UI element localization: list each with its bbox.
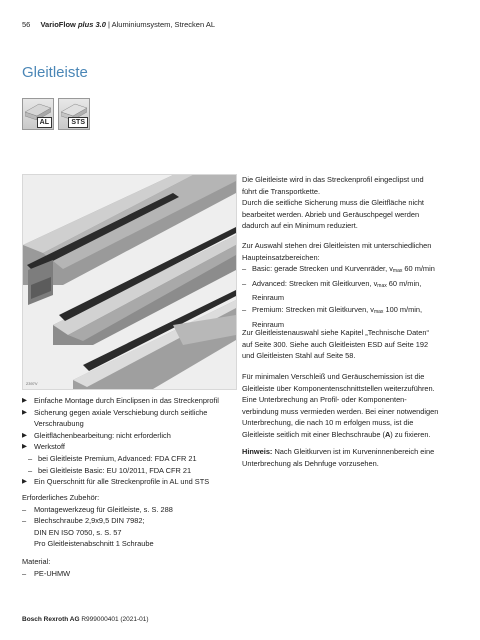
product-photo (22, 174, 237, 390)
page-header (22, 20, 215, 29)
photo-code: 2397V (26, 381, 38, 386)
feature-item-cont: Verschraubung (34, 419, 84, 429)
system-badges (22, 98, 90, 130)
feature-subitem: – bei Gleitleiste Premium, Advanced: FDA CFR 21 (28, 453, 197, 463)
reference-line: auf Seite 300. Siehe auch Gleitleisten ESD auf Seite 192 (242, 339, 429, 349)
intro-line: dadurch auf ein Minimum reduziert. (242, 221, 358, 231)
badge-sts (58, 98, 90, 130)
option-advanced-cont: Reinraum (252, 293, 285, 303)
badge-al (22, 98, 54, 130)
footer-company: Bosch Rexroth AG (22, 616, 80, 623)
feature-subitem: – bei Gleitleiste Basic: EU 10/2011, FDA CFR 21 (28, 465, 192, 475)
header-section: Aluminiumsystem, Strecken AL (111, 20, 215, 29)
option-premium-cont: Reinraum (252, 319, 285, 329)
reference-line: und Gleitleisten Stahl auf Seite 58. (242, 351, 356, 361)
material (22, 556, 237, 579)
choice-line: Zur Auswahl stehen drei Gleitleisten mit unterschiedlichen (242, 241, 432, 250)
accessories-title: Erforderliches Zubehör: (22, 493, 100, 502)
accessories (22, 492, 237, 550)
wear-line: Gleitleiste über Komponentenschnittstellen weiterzuführen. (242, 383, 435, 393)
option-premium: – Premium: Strecken mit Gleitkurven, $v_{max}$ 100 m/min, (242, 304, 423, 315)
wear-line-last: Gleitleiste seitlich mit einer Blechschraube (A) zu fixieren. (242, 429, 431, 439)
accessory-item-cont: Pro Gleitleistenabschnitt 1 Schraube (34, 539, 154, 549)
wear-notes (242, 371, 462, 441)
wear-line: verbindung muss vermieden werden. Bei einer notwendigen (242, 406, 439, 416)
product-suffix: plus 3.0 (77, 20, 106, 29)
hint-line: Unterbrechung als Dehnfuge vorzusehen. (242, 458, 379, 468)
wear-line: Eine Unterbrechung an Profil- oder Komponenten- (242, 395, 407, 405)
footer-doc: R999000401 (2021-01) (79, 616, 149, 623)
option-basic: – Basic: gerade Strecken und Kurvenräder, $v_{max}$ 60 m/min (242, 264, 435, 275)
wear-line: Für minimalen Verschleiß und Geräuschemission ist die (242, 372, 425, 381)
hint-label: Hinweis: (242, 447, 273, 456)
wear-line: Unterbrechung, die nach 10 m erfolgen muss, ist die (242, 418, 414, 428)
badge-al-label: AL (37, 117, 52, 128)
intro-line: führt die Transportkette. (242, 186, 321, 196)
feature-item: ▶ Ein Querschnitt für alle Streckenprofile in AL und STS (22, 477, 210, 487)
reference-line: Zur Gleitleistenauswahl siehe Kapitel „Technische Daten“ (242, 328, 429, 337)
hint-note (242, 446, 462, 469)
feature-item: ▶ Sicherung gegen axiale Verschiebung durch seitliche (22, 407, 208, 417)
accessory-item: – Blechschraube 2,9x9,5 DIN 7982; (22, 516, 145, 526)
material-title: Material: (22, 557, 51, 566)
accessory-item: – Montagewerkzeug für Gleitleiste, s. S. 288 (22, 504, 173, 514)
intro-line: Die Gleitleiste wird in das Streckenprofil eingeclipst und (242, 175, 424, 184)
feature-list (22, 395, 237, 488)
description-intro (242, 174, 462, 232)
badge-sts-label: STS (68, 117, 88, 128)
selection-reference (242, 327, 462, 362)
intro-line: bearbeitet werden. Abrieb und Geräuschpegel werden (242, 209, 420, 219)
choice-line: Haupteinsatzbereichen: (242, 252, 320, 262)
option-advanced: – Advanced: Strecken mit Gleitkurven, $v_{max}$ 60 m/min, (242, 278, 422, 289)
page-number: 56 (22, 20, 31, 29)
product-name: VarioFlow (40, 20, 76, 29)
guide-rail-illustration (23, 175, 236, 389)
header-separator: | (108, 20, 110, 29)
material-item: – PE-UHMW (22, 568, 71, 578)
accessory-item-cont: DIN EN ISO 7050, s. S. 57 (34, 527, 122, 537)
page-title: Gleitleiste (22, 64, 88, 81)
hint-line: Hinweis: Nach Gleitkurven ist im Kurveninnenbereich eine (242, 447, 435, 456)
feature-item: ▶ Einfache Montage durch Einclipsen in das Streckenprofil (22, 396, 219, 405)
page-footer (22, 616, 149, 623)
selection-options (242, 240, 462, 330)
intro-line: Durch die seitliche Sicherung muss die Gleitfläche nicht (242, 198, 424, 208)
feature-item: ▶ Werkstoff (22, 442, 65, 452)
feature-item: ▶ Gleitflächenbearbeitung: nicht erforderlich (22, 430, 171, 440)
